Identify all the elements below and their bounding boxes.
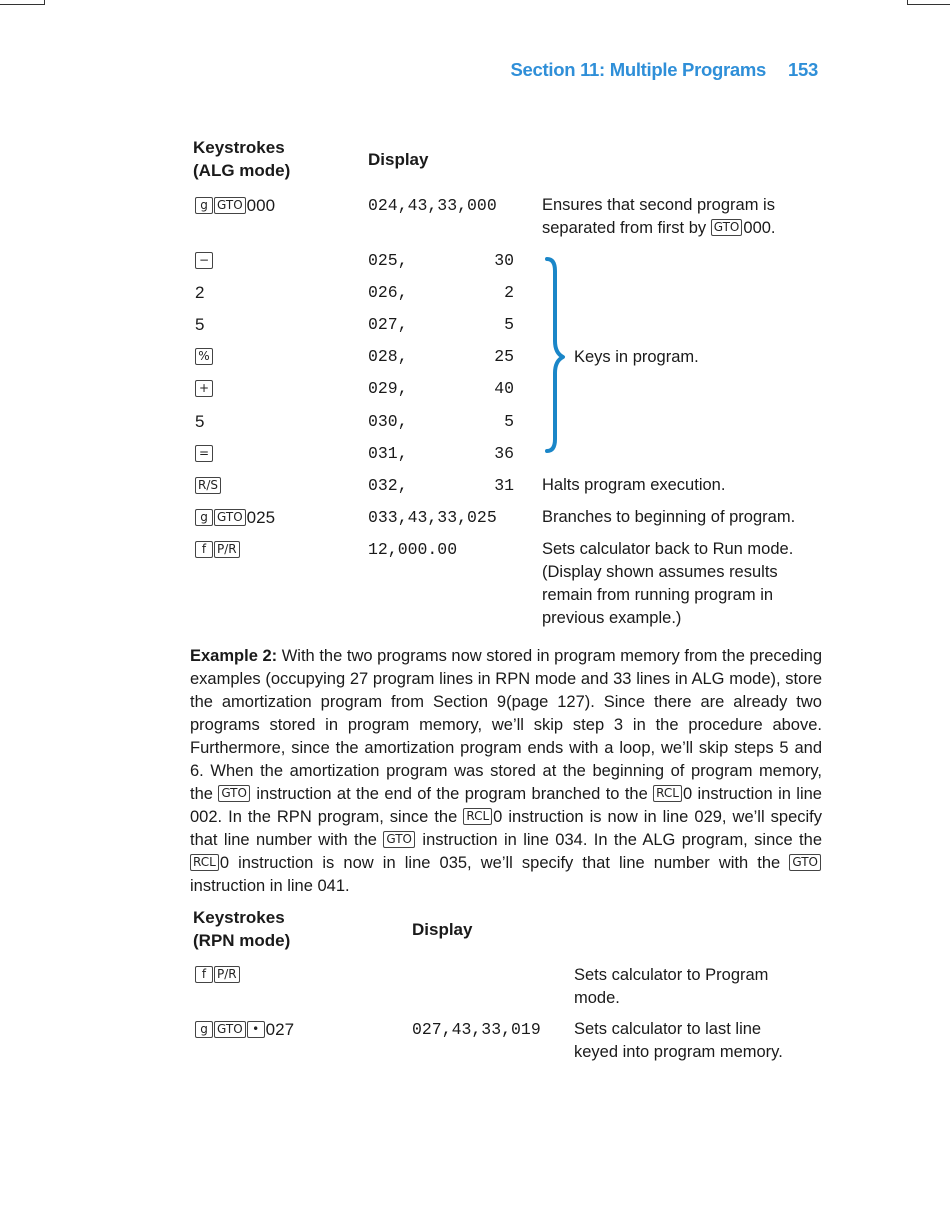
desc-line: Ensures that second program is bbox=[542, 196, 775, 214]
line-number: 028, bbox=[368, 347, 408, 366]
desc-line: keyed into program memory. bbox=[574, 1043, 783, 1061]
gto-key: GTO bbox=[214, 509, 246, 526]
table1-row9-display bbox=[368, 474, 514, 497]
rcl-key: RCL bbox=[653, 785, 682, 802]
table1-keystrokes-header bbox=[193, 136, 290, 182]
table1-row5-keys bbox=[195, 345, 214, 368]
table2-keystrokes-header bbox=[193, 906, 290, 952]
crop-mark-right bbox=[907, 0, 950, 5]
table1-row8-keys bbox=[195, 442, 214, 465]
gto-key: GTO bbox=[711, 219, 743, 236]
table1-row7-keys: 5 bbox=[195, 412, 205, 431]
line-number: 027, bbox=[368, 315, 408, 334]
running-header bbox=[511, 59, 818, 81]
desc-line: remain from running program in bbox=[542, 586, 774, 604]
mode-label: (RPN mode) bbox=[193, 931, 291, 950]
table1-row7-display bbox=[368, 410, 514, 433]
table1-display-header: Display bbox=[368, 150, 429, 169]
keycode: 40 bbox=[494, 379, 514, 398]
para-text: 0 instruction is now in line 029, we’ll specify that line number with the bbox=[190, 808, 823, 849]
desc-line bbox=[542, 217, 776, 240]
table1-row6-keys bbox=[195, 377, 214, 400]
desc-suffix: 000. bbox=[743, 219, 776, 237]
table2-row1-keys bbox=[195, 963, 241, 986]
para-text: instruction in line 041. bbox=[190, 877, 350, 895]
keycode: 5 bbox=[504, 315, 514, 334]
para-text: 0 instruction in line 002. In the RPN program, since the bbox=[190, 785, 822, 826]
desc-line: Sets calculator to Program bbox=[574, 966, 769, 984]
table1-row5-display bbox=[368, 345, 514, 368]
keys-suffix: 000 bbox=[246, 196, 276, 215]
keycode: 5 bbox=[504, 412, 514, 431]
table1-row10-display: 033,43,33,025 bbox=[368, 508, 497, 527]
keys-suffix: 025 bbox=[246, 508, 276, 527]
para-text: instruction at the end of the program branched to the bbox=[250, 785, 654, 803]
crop-mark-left bbox=[0, 0, 45, 5]
keycode: 31 bbox=[494, 476, 514, 495]
gto-key: GTO bbox=[214, 1021, 246, 1038]
keystrokes-label: Keystrokes bbox=[193, 138, 285, 157]
keystrokes-label: Keystrokes bbox=[193, 908, 285, 927]
para-text: 0 instruction is now in line 035, we’ll specify that line number with the bbox=[219, 854, 790, 872]
table1-row9-desc: Halts program execution. bbox=[542, 476, 726, 494]
para-text: With the two programs now stored in program memory from the preceding examples (occupying 27 program lines in RPN mode and 33 lines in ALG mode), store the amortization program from Section 9(page 127). Since there are already two programs stored in program memory, we’ll skip step 3 in the procedure above. Furthermore, since the amortization program ends with a loop, we’ll skip steps 5 and 6. When the amortization program was stored at the beginning of program memory, the bbox=[190, 647, 823, 803]
f-key: f bbox=[195, 966, 213, 983]
section-title: Section 11: Multiple Programs bbox=[510, 59, 767, 80]
minus-key: − bbox=[195, 252, 213, 269]
g-key: g bbox=[195, 197, 213, 214]
line-number: 032, bbox=[368, 476, 408, 495]
table2-row2-desc bbox=[574, 1018, 783, 1064]
example-paragraph bbox=[190, 645, 822, 898]
table2-row1-desc bbox=[574, 964, 768, 1010]
keys-suffix: 027 bbox=[265, 1020, 295, 1039]
table2-display-header: Display bbox=[412, 920, 473, 939]
mode-label: (ALG mode) bbox=[193, 161, 291, 180]
gto-key: GTO bbox=[383, 831, 415, 848]
percent-key: % bbox=[195, 348, 213, 365]
keycode: 36 bbox=[494, 444, 514, 463]
table1-row8-display bbox=[368, 442, 514, 465]
pr-key: P/R bbox=[214, 541, 240, 558]
keycode: 2 bbox=[504, 283, 514, 302]
pr-key: P/R bbox=[214, 966, 240, 983]
table1-row1-display: 024,43,33,000 bbox=[368, 196, 497, 215]
table1-row2-keys bbox=[195, 249, 214, 272]
equals-key: = bbox=[195, 445, 213, 462]
desc-line: mode. bbox=[574, 989, 620, 1007]
table1-row10-keys bbox=[195, 506, 275, 529]
right-brace-icon bbox=[543, 255, 573, 455]
desc-line: (Display shown assumes results bbox=[542, 563, 778, 581]
desc-line: Sets calculator back to Run mode. bbox=[542, 540, 794, 558]
rcl-key: RCL bbox=[190, 854, 219, 871]
table1-row6-display bbox=[368, 377, 514, 400]
table1-row4-display bbox=[368, 313, 514, 336]
table2-row2-display: 027,43,33,019 bbox=[412, 1020, 541, 1039]
line-number: 029, bbox=[368, 379, 408, 398]
line-number: 031, bbox=[368, 444, 408, 463]
table1-row11-display: 12,000.00 bbox=[368, 540, 458, 559]
table1-row3-display bbox=[368, 281, 514, 304]
desc-text: separated from first by bbox=[542, 219, 711, 237]
table1-row10-desc: Branches to beginning of program. bbox=[542, 508, 796, 526]
f-key: f bbox=[195, 541, 213, 558]
para-text: instruction in line 034. In the ALG program, since the bbox=[416, 831, 822, 849]
g-key: g bbox=[195, 1021, 213, 1038]
keycode: 25 bbox=[494, 347, 514, 366]
plus-key: + bbox=[195, 380, 213, 397]
table2-row2-keys bbox=[195, 1018, 294, 1041]
table1-row1-desc bbox=[542, 194, 776, 240]
desc-line: Sets calculator to last line bbox=[574, 1020, 762, 1038]
decimal-point-key: • bbox=[247, 1021, 265, 1038]
line-number: 026, bbox=[368, 283, 408, 302]
gto-key: GTO bbox=[214, 197, 246, 214]
keycode: 30 bbox=[494, 251, 514, 270]
table1-row1-keys bbox=[195, 194, 275, 217]
table1-row2-display bbox=[368, 249, 514, 272]
gto-key: GTO bbox=[789, 854, 821, 871]
line-number: 025, bbox=[368, 251, 408, 270]
gto-key: GTO bbox=[218, 785, 250, 802]
table1-row9-keys bbox=[195, 474, 222, 497]
brace-label: Keys in program. bbox=[574, 348, 699, 366]
table1-row4-keys: 5 bbox=[195, 315, 205, 334]
table1-row11-keys bbox=[195, 538, 241, 561]
line-number: 030, bbox=[368, 412, 408, 431]
page-number: 153 bbox=[788, 59, 818, 80]
table1-row3-keys: 2 bbox=[195, 283, 205, 302]
desc-line: previous example.) bbox=[542, 609, 682, 627]
g-key: g bbox=[195, 509, 213, 526]
rs-key: R/S bbox=[195, 477, 221, 494]
rcl-key: RCL bbox=[463, 808, 492, 825]
example-label: Example 2: bbox=[190, 647, 278, 665]
table1-row11-desc bbox=[542, 538, 793, 630]
